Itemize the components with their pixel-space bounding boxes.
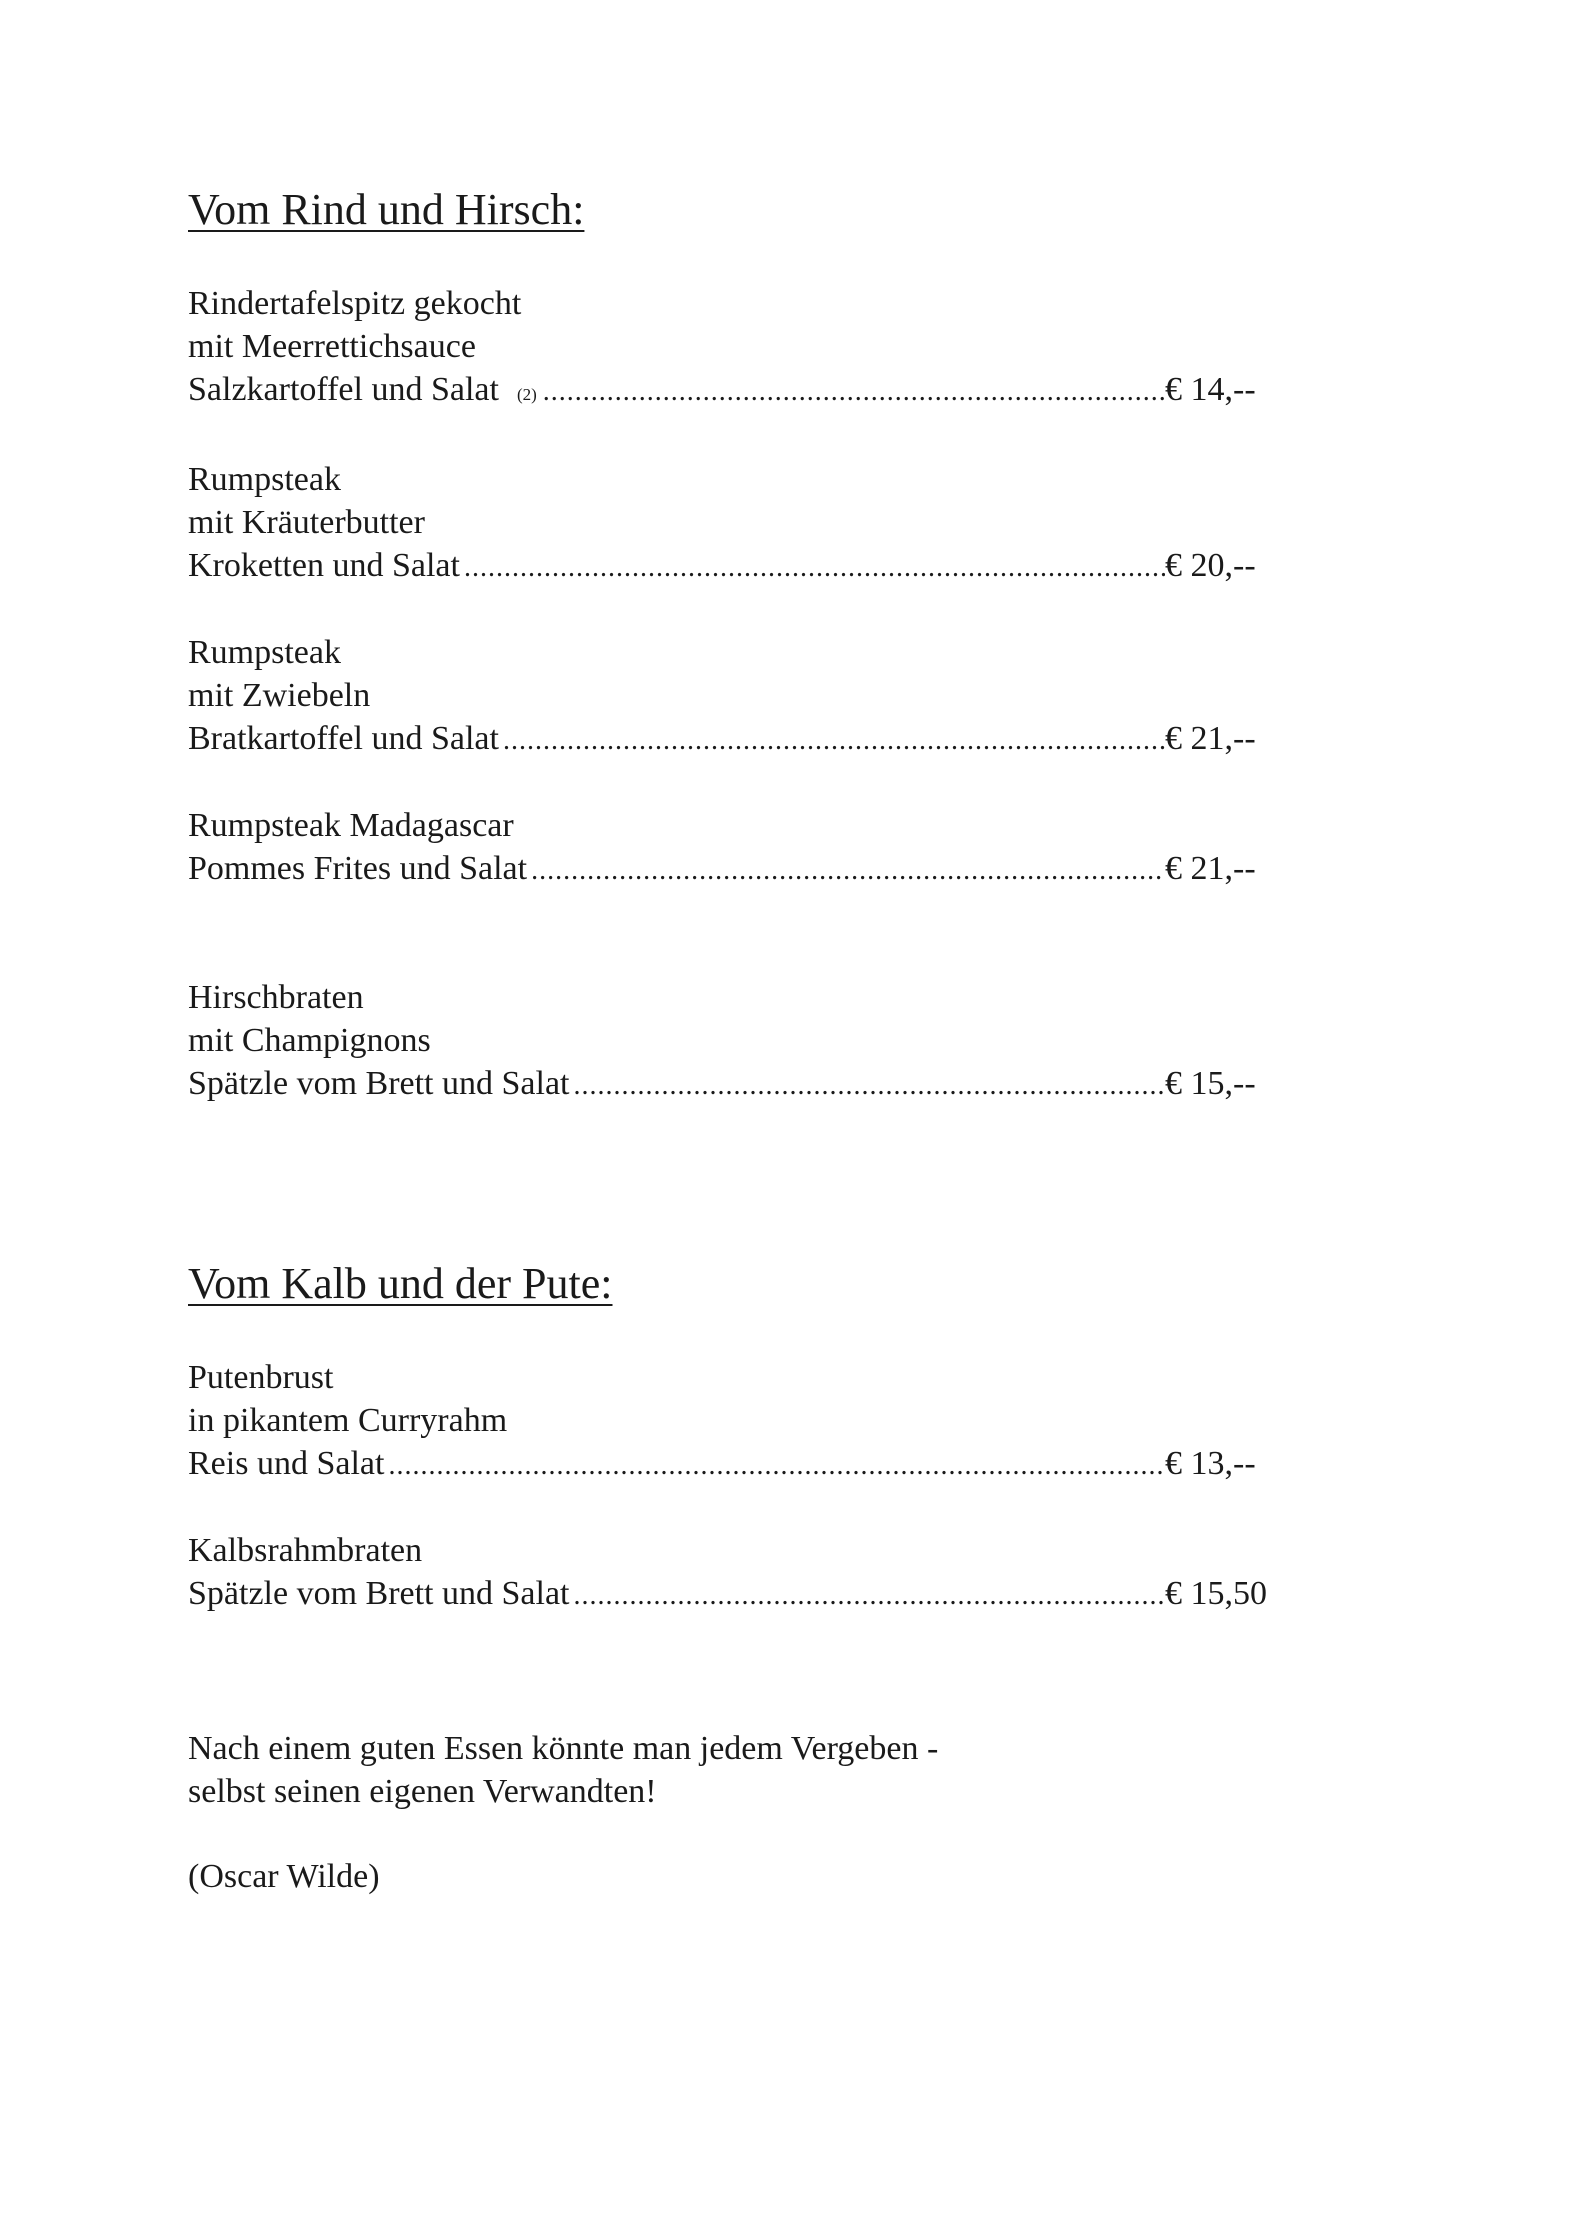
dish-price: € 13,-- (1165, 1445, 1256, 1482)
dot-leader (543, 370, 1165, 413)
dish-price: € 15,-- (1165, 1065, 1256, 1102)
dish-side: Reis und Salat (188, 1445, 385, 1482)
dish-price-line (188, 368, 1273, 416)
dish-side: Spätzle vom Brett und Salat (188, 1575, 570, 1612)
dish-price-line (188, 544, 1273, 589)
dish-price-line (188, 1572, 1273, 1617)
dish-side: Salzkartoffel und Salat (188, 371, 499, 408)
dish-side: Kroketten und Salat (188, 547, 460, 584)
dish-name: Rumpsteak (188, 461, 341, 498)
menu-page (188, 180, 1338, 1898)
dish-description: mit Meerrettichsauce (188, 328, 476, 365)
dot-leader (531, 849, 1165, 892)
dish-price-line (188, 1442, 1273, 1487)
quote-line: selbst seinen eigenen Verwandten! (188, 1773, 657, 1810)
dish-name: Putenbrust (188, 1359, 334, 1396)
dish-price: € 21,-- (1165, 720, 1256, 757)
section-heading-kalb-pute: Vom Kalb und der Pute: (188, 1259, 613, 1308)
quote-author: (Oscar Wilde) (188, 1858, 380, 1895)
dish-name: Rumpsteak Madagascar (188, 807, 514, 844)
dish-rindertafelspitz (188, 282, 1338, 416)
dish-description: mit Kräuterbutter (188, 504, 425, 541)
dish-side: Pommes Frites und Salat (188, 850, 528, 887)
dish-price: € 14,-- (1165, 371, 1256, 408)
dot-leader (464, 546, 1165, 589)
dish-rumpsteak-madagascar (188, 804, 1338, 892)
dish-description: in pikantem Curryrahm (188, 1402, 508, 1439)
spacer (188, 1149, 1338, 1254)
section-heading-rind-hirsch: Vom Rind und Hirsch: (188, 185, 585, 234)
dish-price: € 15,50 (1165, 1575, 1267, 1612)
dot-leader (574, 1064, 1166, 1107)
dish-name: Rindertafelspitz gekocht (188, 285, 522, 322)
dish-side: Spätzle vom Brett und Salat (188, 1065, 570, 1102)
dish-side: Bratkartoffel und Salat (188, 720, 499, 757)
dish-price-line (188, 1062, 1273, 1107)
dish-description: mit Champignons (188, 1022, 431, 1059)
dish-description: mit Zwiebeln (188, 677, 371, 714)
dish-putenbrust (188, 1356, 1338, 1487)
dish-kalbsrahmbraten (188, 1529, 1338, 1617)
dish-hirschbraten (188, 976, 1338, 1107)
dish-price-line (188, 847, 1273, 892)
dot-leader (503, 719, 1165, 762)
dish-name: Kalbsrahmbraten (188, 1532, 423, 1569)
dot-leader (388, 1444, 1165, 1487)
dish-name: Hirschbraten (188, 979, 364, 1016)
dish-price: € 20,-- (1165, 547, 1256, 584)
dish-rumpsteak-kraeuterbutter (188, 458, 1338, 589)
dish-price: € 21,-- (1165, 850, 1256, 887)
quote-line: Nach einem guten Essen könnte man jedem Vergeben - (188, 1730, 939, 1767)
dish-price-line (188, 717, 1273, 762)
dish-rumpsteak-zwiebeln (188, 631, 1338, 762)
spacer (188, 934, 1338, 976)
quote (188, 1727, 1338, 1813)
allergen-note: (2) (516, 385, 537, 404)
dot-leader (574, 1574, 1166, 1617)
dish-name: Rumpsteak (188, 634, 341, 671)
